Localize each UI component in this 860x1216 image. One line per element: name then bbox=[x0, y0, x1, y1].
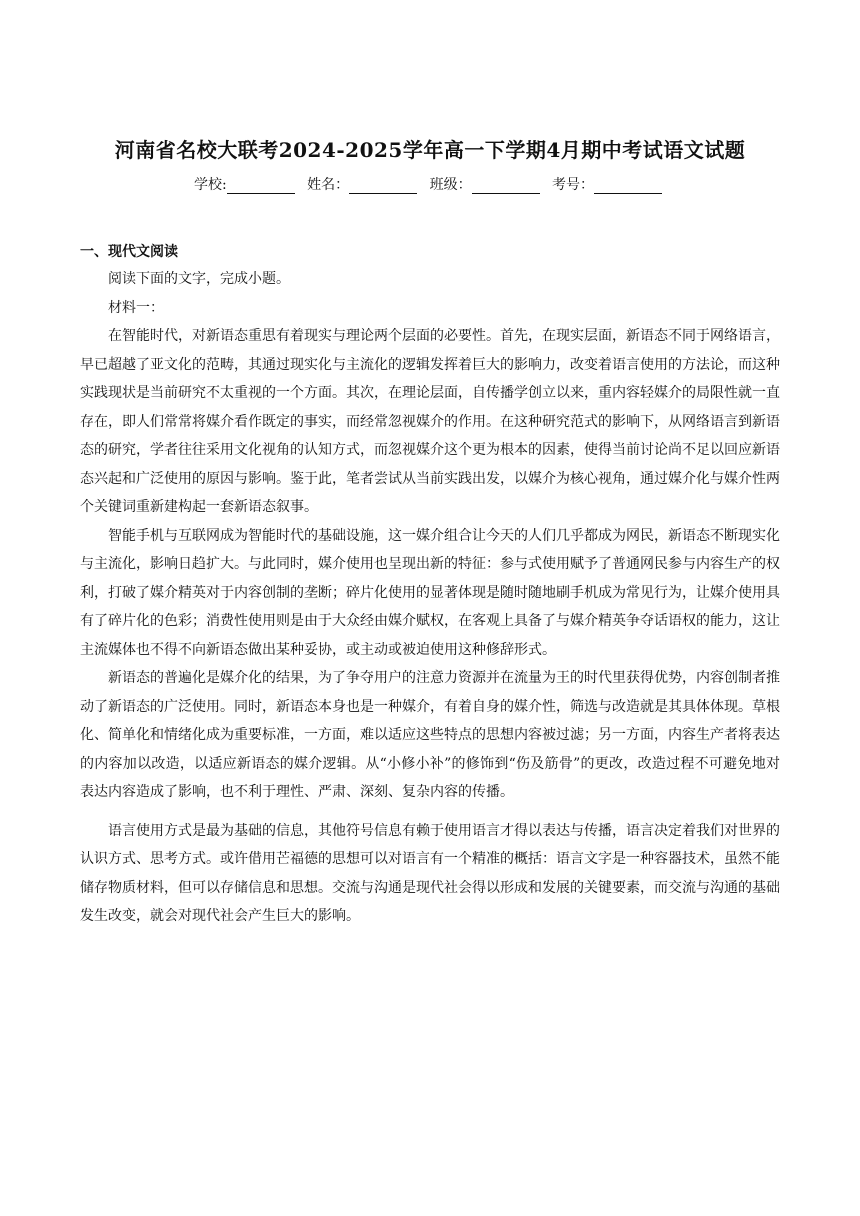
school-field bbox=[194, 174, 299, 194]
class-blank[interactable] bbox=[472, 179, 540, 194]
name-blank[interactable] bbox=[349, 179, 417, 194]
body-paragraph: 在智能时代，对新语态重思有着现实与理论两个层面的必要性。首先，在现实层面，新语态不同于网络语言，早已超越了亚文化的范畴，其通过现实化与主流化的逻辑发挥着巨大的影响力，改变着语言使用的方法论，而这种实践现状是当前研究不太重视的一个方面。其次，在理论层面，自传播学创立以来，重内容轻媒介的局限性就一直存在，即人们常常将媒介看作既定的事实，而经常忽视媒介的作用。在这种研究范式的影响下，从网络语言到新语态的研究，学者往往采用文化视角的认知方式，而忽视媒介这个更为根本的因素，使得当前讨论尚不足以回应新语态兴起和广泛使用的原因与影响。鉴于此，笔者尝试从当前实践出发，以媒介为核心视角，通过媒介化与媒介性两个关键词重新建构起一套新语态叙事。 bbox=[80, 328, 780, 515]
exam-number-label: 考号： bbox=[552, 177, 595, 193]
section-heading: 一、现代文阅读 bbox=[80, 244, 178, 260]
exam-number-blank[interactable] bbox=[594, 179, 662, 194]
class-field bbox=[430, 174, 544, 194]
name-field bbox=[307, 174, 421, 194]
instruction-paragraph: 阅读下面的文字，完成小题。 bbox=[108, 271, 290, 287]
class-label: 班级： bbox=[429, 177, 472, 193]
material-label: 材料一： bbox=[108, 299, 164, 316]
body-paragraph: 新语态的普遍化是媒介化的结果，为了争夺用户的注意力资源并在流量为王的时代里获得优势，内容创制者推动了新语态的广泛使用。同时，新语态本身也是一种媒介，有着自身的媒介性，筛选与改造就是其具体体现。草根化、简单化和情绪化成为重要标准，一方面，难以适应这些特点的思想内容被过滤；另一方面，内容生产者将表达的内容加以改造，以适应新语态的媒介逻辑。从“小修小补”的修饰到“伤及筋骨”的更改，改造过程不可避免地对表达内容造成了影响，也不利于理性、严肃、深刻、复杂内容的传播。 bbox=[80, 670, 780, 800]
body-paragraph: 智能手机与互联网成为智能时代的基础设施，这一媒介组合让今天的人们几乎都成为网民，新语态不断现实化与主流化，影响日趋扩大。与此同时，媒介使用也呈现出新的特征：参与式使用赋予了普通网民参与内容生产的权利，打破了媒介精英对于内容创制的垄断；碎片化使用的显著体现是随时随地刷手机成为常见行为，让媒介使用具有了碎片化的色彩；消费性使用则是由于大众经由媒介赋权，在客观上具备了与媒介精英争夺话语权的能力，这让主流媒体也不得不向新语态做出某种妥协，或主动或被迫使用这种修辞形式。 bbox=[80, 527, 780, 658]
school-label: 学校: bbox=[193, 177, 227, 193]
name-label: 姓名： bbox=[307, 177, 350, 193]
document-title: 河南省名校大联考2024-2025学年高一下学期4月期中考试语文试题 bbox=[114, 138, 746, 162]
body-paragraph: 语言使用方式是最为基础的信息，其他符号信息有赖于使用语言才得以表达与传播，语言决定着我们对世界的认识方式、思考方式。或许借用芒福德的思想可以对语言有一个精准的概括：语言文字是一种容器技术，虽然不能储存物质材料，但可以存储信息和思想。交流与沟通是现代社会得以形成和发展的关键要素，而交流与沟通的基础发生改变，就会对现代社会产生巨大的影响。 bbox=[80, 822, 780, 924]
exam-number-field bbox=[552, 174, 666, 194]
reading-passage bbox=[80, 265, 780, 931]
school-blank[interactable] bbox=[227, 179, 295, 194]
student-info-line bbox=[0, 174, 860, 194]
